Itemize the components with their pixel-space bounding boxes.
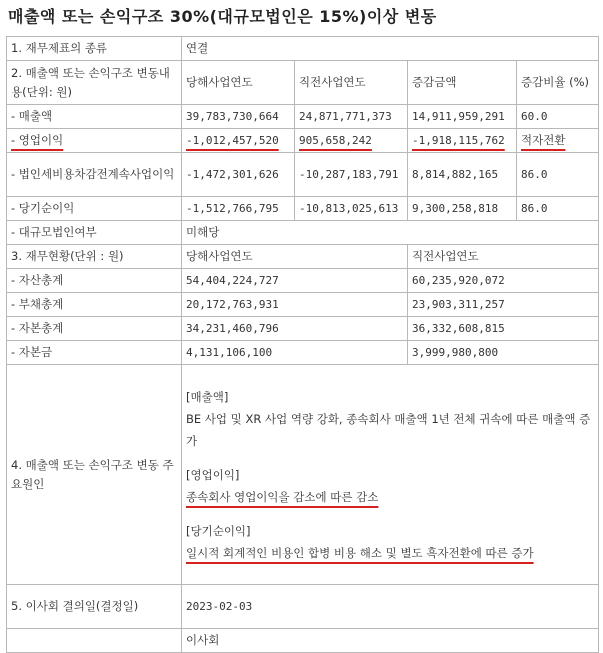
row-label: - 법인세비용차감전계속사업이익 <box>7 153 182 197</box>
value-cell: 4,131,106,100 <box>182 341 408 365</box>
value-cell: 86.0 <box>517 153 599 197</box>
highlighted-reason: 일시적 회계적인 비용인 합병 비용 해소 및 별도 흑자전환에 따른 증가 <box>186 545 534 560</box>
highlighted-reason: 종속회사 영업이익을 감소에 따른 감소 <box>186 489 379 504</box>
row-label: 1. 재무제표의 종류 <box>7 37 182 61</box>
table-row <box>7 629 599 653</box>
row-label: 4. 매출액 또는 손익구조 변동 주요원인 <box>7 365 182 585</box>
board-resolution-date: 2023-02-03 <box>182 585 599 629</box>
table-row <box>7 37 599 61</box>
row-label: - 자본금 <box>7 341 182 365</box>
table-row <box>7 365 599 585</box>
page-title: 매출액 또는 손익구조 30%(대규모법인은 15%)이상 변동 <box>8 7 437 26</box>
value-cell: -10,813,025,613 <box>295 197 408 221</box>
row-label: 5. 이사회 결의일(결정일) <box>7 585 182 629</box>
table-row <box>7 105 599 129</box>
statement-type: 연결 <box>182 37 599 61</box>
highlighted-value: 905,658,242 <box>299 134 372 147</box>
highlighted-value: -1,012,457,520 <box>186 134 279 147</box>
sales-reason-text: BE 사업 및 XR 사업 역량 강화, 종속회사 매출액 1년 전체 귀속에 따른 매출액 증가 <box>186 411 591 448</box>
net-reason-text <box>186 542 594 564</box>
value-cell: 14,911,959,291 <box>408 105 517 129</box>
column-header: 당해사업연도 <box>182 245 408 269</box>
value-cell: 60,235,920,072 <box>408 269 599 293</box>
table-row <box>7 245 599 269</box>
row-label: - 대규모법인여부 <box>7 221 182 245</box>
row-label <box>7 129 182 153</box>
value-cell: 9,300,258,818 <box>408 197 517 221</box>
value-cell: 이사회 <box>182 629 599 653</box>
highlighted-value: -1,918,115,762 <box>412 134 505 147</box>
value-cell: -1,512,766,795 <box>182 197 295 221</box>
value-cell: 8,814,882,165 <box>408 153 517 197</box>
value-cell: 86.0 <box>517 197 599 221</box>
value-cell: 54,404,224,727 <box>182 269 408 293</box>
value-cell: 20,172,763,931 <box>182 293 408 317</box>
value-cell: 36,332,608,815 <box>408 317 599 341</box>
table-row <box>7 153 599 197</box>
highlighted-label: - 영업이익 <box>11 133 64 147</box>
value-cell <box>517 129 599 153</box>
value-cell: 60.0 <box>517 105 599 129</box>
value-cell: 미해당 <box>182 221 599 245</box>
table-row <box>7 585 599 629</box>
value-cell: -1,472,301,626 <box>182 153 295 197</box>
row-label: - 당기순이익 <box>7 197 182 221</box>
column-header: 증감비율 (%) <box>517 61 599 105</box>
row-label <box>7 629 182 653</box>
net-reason-heading: [당기순이익] <box>186 523 251 538</box>
table-row <box>7 197 599 221</box>
op-reason-heading: [영업이익] <box>186 467 240 482</box>
disclosure-table <box>6 36 599 653</box>
value-cell <box>408 129 517 153</box>
table-row <box>7 129 599 153</box>
table-row <box>7 221 599 245</box>
sales-reason-heading: [매출액] <box>186 389 229 404</box>
column-header: 직전사업연도 <box>408 245 599 269</box>
table-row <box>7 317 599 341</box>
highlighted-value: 적자전환 <box>521 133 566 147</box>
value-cell: 24,871,771,373 <box>295 105 408 129</box>
value-cell: 3,999,980,800 <box>408 341 599 365</box>
row-label: - 자본총계 <box>7 317 182 341</box>
table-row <box>7 269 599 293</box>
value-cell: 39,783,730,664 <box>182 105 295 129</box>
change-reasons <box>182 365 599 585</box>
row-label: - 매출액 <box>7 105 182 129</box>
value-cell: 23,903,311,257 <box>408 293 599 317</box>
row-label: 3. 재무현황(단위 : 원) <box>7 245 182 269</box>
row-label: - 부채총계 <box>7 293 182 317</box>
value-cell: 34,231,460,796 <box>182 317 408 341</box>
table-row <box>7 293 599 317</box>
row-label: - 자산총계 <box>7 269 182 293</box>
table-row <box>7 61 599 105</box>
value-cell: -10,287,183,791 <box>295 153 408 197</box>
row-label: 2. 매출액 또는 손익구조 변동내용(단위: 원) <box>7 61 182 105</box>
value-cell <box>295 129 408 153</box>
value-cell <box>182 129 295 153</box>
column-header: 증감금액 <box>408 61 517 105</box>
column-header: 당해사업연도 <box>182 61 295 105</box>
table-row <box>7 341 599 365</box>
op-reason-text <box>186 486 594 508</box>
column-header: 직전사업연도 <box>295 61 408 105</box>
